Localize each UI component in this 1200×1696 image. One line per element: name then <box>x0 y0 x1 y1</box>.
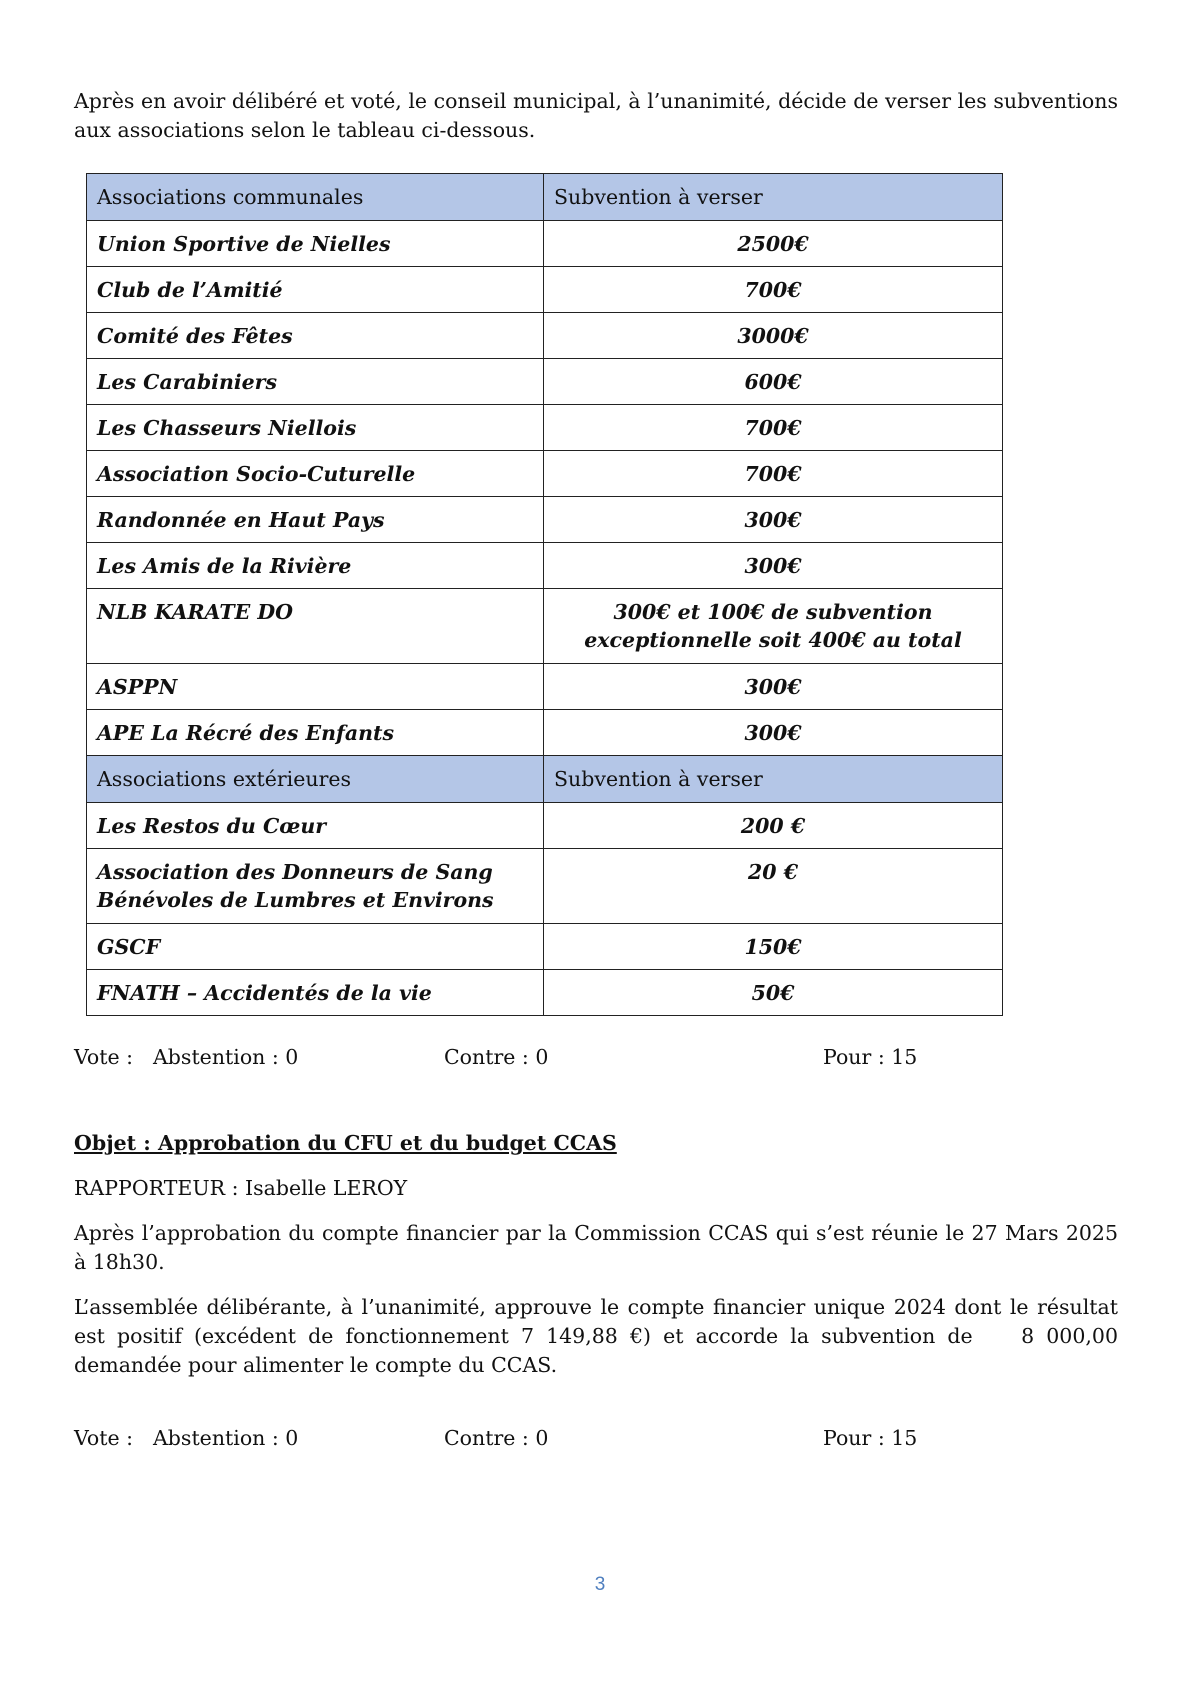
section-title: Objet : Approbation du CFU et du budget CCAS <box>74 1131 617 1155</box>
association-name: Les Amis de la Rivière <box>87 543 544 589</box>
header-cell: Associations communales <box>87 174 544 221</box>
table-header-exterieures <box>87 756 1003 803</box>
association-name: Les Restos du Cœur <box>87 803 544 849</box>
vote-label: Vote : <box>74 1426 134 1450</box>
table-row <box>87 970 1003 1016</box>
table-row <box>87 221 1003 267</box>
association-name: FNATH – Accidentés de la vie <box>87 970 544 1016</box>
subsidies-table <box>86 173 1003 1016</box>
vote-label: Vote : <box>74 1045 134 1069</box>
table-row <box>87 924 1003 970</box>
table-row <box>87 359 1003 405</box>
subsidy-amount: 300€ <box>544 710 1003 756</box>
vote-contre: Contre : 0 <box>444 1426 549 1450</box>
assembly-decision-paragraph: L’assemblée délibérante, à l’unanimité, approuve le compte financier unique 2024 dont le résultat est positif (excédent de fonctionnement 7 149,88 €) et accorde la subvention de 8 000,00 demandée pour alimenter le compte du CCAS. <box>74 1295 1125 1377</box>
table-row <box>87 803 1003 849</box>
table-row <box>87 710 1003 756</box>
subsidy-amount: 300€ <box>544 664 1003 710</box>
header-cell: Subvention à verser <box>544 756 1003 803</box>
table-header-communales <box>87 174 1003 221</box>
subsidy-amount: 150€ <box>544 924 1003 970</box>
vote-abstention: Abstention : 0 <box>153 1045 299 1069</box>
association-name: Club de l’Amitié <box>87 267 544 313</box>
vote-pour: Pour : 15 <box>823 1426 918 1450</box>
table-row <box>87 589 1003 664</box>
header-cell: Subvention à verser <box>544 174 1003 221</box>
table-row <box>87 451 1003 497</box>
association-name: Les Chasseurs Niellois <box>87 405 544 451</box>
ccas-approval-paragraph: Après l’approbation du compte financier par la Commission CCAS qui s’est réunie le 27 Mars 2025 à 18h30. <box>74 1221 1118 1274</box>
rapporteur-line: RAPPORTEUR : Isabelle LEROY <box>74 1176 408 1200</box>
subsidy-amount: 600€ <box>544 359 1003 405</box>
association-name: Randonnée en Haut Pays <box>87 497 544 543</box>
intro-paragraph: Après en avoir délibéré et voté, le conseil municipal, à l’unanimité, décide de verser les subventions aux associations selon le tableau ci-dessous. <box>74 89 1118 142</box>
subsidy-amount: 200 € <box>544 803 1003 849</box>
subsidy-amount: 2500€ <box>544 221 1003 267</box>
table-row <box>87 849 1003 924</box>
subsidy-amount: 20 € <box>544 849 1003 924</box>
header-cell: Associations extérieures <box>87 756 544 803</box>
table-row <box>87 543 1003 589</box>
subsidy-amount: 300€ <box>544 543 1003 589</box>
table-row <box>87 405 1003 451</box>
subsidy-amount: 3000€ <box>544 313 1003 359</box>
association-name: Comité des Fêtes <box>87 313 544 359</box>
association-name: APE La Récré des Enfants <box>87 710 544 756</box>
vote-pour: Pour : 15 <box>823 1045 918 1069</box>
subsidy-amount: 300€ <box>544 497 1003 543</box>
association-name: Union Sportive de Nielles <box>87 221 544 267</box>
table-row <box>87 664 1003 710</box>
table-row <box>87 267 1003 313</box>
association-name: ASPPN <box>87 664 544 710</box>
table-row <box>87 313 1003 359</box>
association-name: Association des Donneurs de Sang Bénévoles de Lumbres et Environs <box>87 849 544 924</box>
vote-contre: Contre : 0 <box>444 1045 549 1069</box>
vote-result-subsidies <box>74 1042 974 1072</box>
subsidy-amount: 300€ et 100€ de subvention exceptionnelle soit 400€ au total <box>544 589 1003 664</box>
vote-abstention: Abstention : 0 <box>153 1426 299 1450</box>
association-name: NLB KARATE DO <box>87 589 544 664</box>
table-row <box>87 497 1003 543</box>
association-name: GSCF <box>87 924 544 970</box>
subsidy-amount: 700€ <box>544 267 1003 313</box>
page-number: 3 <box>594 1574 606 1595</box>
subsidy-amount: 700€ <box>544 451 1003 497</box>
association-name: Association Socio-Cuturelle <box>87 451 544 497</box>
association-name: Les Carabiniers <box>87 359 544 405</box>
subsidy-amount: 700€ <box>544 405 1003 451</box>
vote-result-ccas <box>74 1423 974 1453</box>
subsidy-amount: 50€ <box>544 970 1003 1016</box>
